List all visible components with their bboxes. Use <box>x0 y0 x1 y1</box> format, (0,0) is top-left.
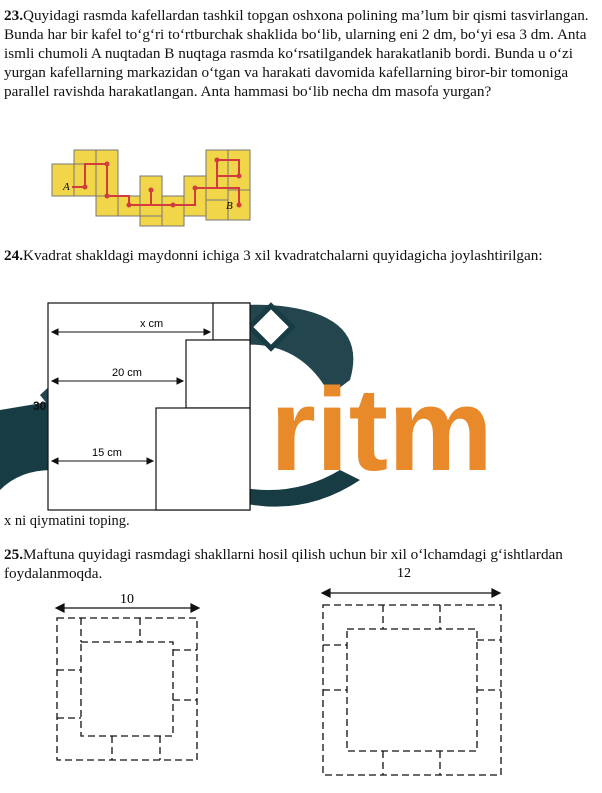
problem-24-number: 24. <box>4 247 23 264</box>
problem-24-question: x ni qiymatini toping. <box>4 513 130 529</box>
left-frame-outer <box>57 618 197 760</box>
problem-25-text: Maftuna quyidagi rasmdagi shakllarni hosil qilish uchun bir xil o‘lchamdagi g‘ishtlardan foydalanmoqda. <box>4 546 563 582</box>
label-side-30: 30 <box>33 399 47 413</box>
point-b-label: B <box>226 200 233 212</box>
right-frame-inner <box>347 629 477 751</box>
label-15-cm: 15 cm <box>92 447 122 459</box>
problem-23-number: 23. <box>4 7 23 24</box>
left-dimension: 10 <box>120 592 134 607</box>
point-a-label: A <box>63 181 70 193</box>
problem-24-text: Kvadrat shakldagi maydonni ichiga 3 xil kvadratchalarni quyidagicha joylashtirilgan: <box>22 247 543 264</box>
left-frame-inner <box>81 642 173 736</box>
problem-25-number: 25. <box>4 546 23 563</box>
label-x-cm: x cm <box>140 318 164 330</box>
right-dimension: 12 <box>397 566 411 581</box>
problem-23-text: Quyidagi rasmda kafellardan tashkil topgan oshxona polining ma’lum bir qismi tasvirlangan. Bunda har bir kafel to‘g‘ri to‘rtburchak shaklida bo‘lib, ularning eni 2 dm, bo‘yi esa 3 dm. Anta ismli chumoli A nuqtadan B nuqtaga rasmda ko‘rsatilgandek harakatlanib bordi. Bunda u o‘zi yurgan kafellarning markazidan o‘tgan va harakati davomida kafellarning biror-bir tomoniga parallel ravishda harakatlangan. Anta hammasi bo‘lib necha dm masofa yurgan? <box>4 7 589 100</box>
right-frame-outer <box>323 605 501 775</box>
watermark-text: ritm <box>270 364 493 496</box>
label-20-cm: 20 cm <box>112 367 142 379</box>
